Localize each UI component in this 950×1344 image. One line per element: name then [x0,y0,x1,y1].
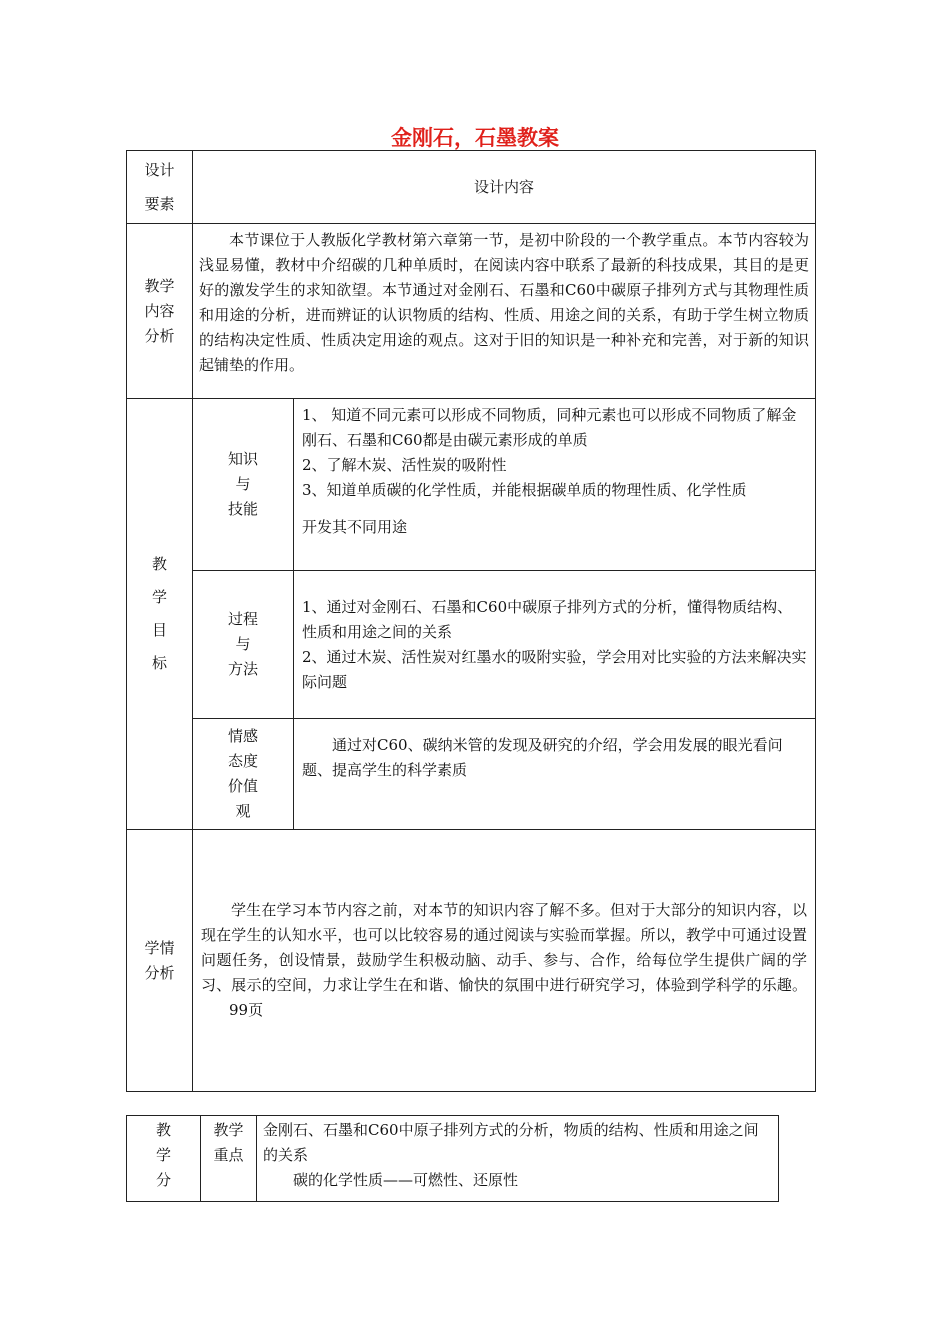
knowledge-content [294,399,816,571]
objectives-label [127,399,193,830]
knowledge-item: 1、 知道不同元素可以形成不同物质，同种元素也可以形成不同物质了解金刚石、石墨和C60都是由碳元素形成的单质 [302,406,797,449]
student-analysis-row [127,830,816,1092]
objectives-label-line: 标 [151,654,167,672]
process-item: 2、通过木炭、活性炭对红墨水的吸附实验，学会用对比实验的方法来解决实际问题 [302,647,807,691]
objectives-label-line: 学 [151,588,167,606]
key-points-label [201,1116,257,1202]
page-title: 金刚石，石墨教案 [391,126,559,150]
header-row [127,151,816,224]
process-item: 1、通过对金刚石、石墨和C60中碳原子排列方式的分析，懂得物质结构、性质和用途之间的关系 [302,597,793,641]
emotion-row [127,719,816,830]
knowledge-label [193,399,294,571]
process-label-line: 方法 [227,660,258,678]
emotion-label-line: 价值 [227,777,258,795]
key-points-label-line: 教学 [213,1121,244,1139]
emotion-label-line: 态度 [227,752,258,770]
key-points-label-line: 重点 [213,1146,244,1164]
student-analysis-label [127,830,193,1092]
key-point-line: 碳的化学性质——可燃性、还原性 [293,1171,519,1189]
content-analysis-text: 本节课位于人教版化学教材第六章第一节，是初中阶段的一个教学重点。本节内容较为浅显易懂，教材中介绍碳的几种单质时，在阅读内容中联系了最新的科技成果，其目的是更好的激发学生的求知欲望。本节通过对金刚石、石墨和C60中碳原子排列方式与其物理性质和用途的分析，进而辨证的认识物质的结构、性质、用途之间的关系，有助于学生树立物质的结构决定性质、性质决定用途的观点。这对于旧的知识是一种补充和完善，对于新的知识起铺垫的作用。 [193,224,816,399]
knowledge-item: 2、了解木炭、活性炭的吸附性 [302,456,507,474]
key-points-content [257,1116,779,1202]
lesson-plan-table [126,150,816,1092]
header-label-line1: 设计 [144,161,175,179]
knowledge-item: 3、知道单质碳的化学性质，并能根据碳单质的物理性质、化学性质 [302,481,747,499]
teaching-analysis-label [127,1116,201,1202]
page-reference: 99页 [229,1001,264,1019]
header-label-cell [127,151,193,224]
process-content [294,571,816,719]
student-analysis-label-line: 学情 [144,938,175,957]
key-point-line: 金刚石、石墨和C60中原子排列方式的分析，物质的结构、性质和用途之间的关系 [263,1121,759,1164]
content-analysis-label-line: 教学 [144,276,175,295]
process-label-line: 与 [235,635,251,653]
objectives-label-line: 教 [151,555,167,573]
knowledge-item: 开发其不同用途 [302,518,408,536]
knowledge-label-line: 技能 [227,500,258,518]
student-analysis-text: 学生在学习本节内容之前，对本节的知识内容了解不多。但对于大部分的知识内容，以现在学生的认知水平，也可以比较容易的通过阅读与实验而掌握。所以，教学中可通过设置问题任务，创设情景，鼓励学生积极动脑、动手、参与、合作，给每位学生提供广阔的学习、展示的空间，力求让学生在和谐、愉快的氛围中进行研究学习，体验到学科学的乐趣。 [201,901,808,994]
content-analysis-label-line: 分析 [144,326,175,345]
teaching-analysis-table [126,1115,779,1202]
content-analysis-label [127,224,193,399]
teaching-analysis-label-line: 分 [155,1171,171,1189]
key-points-row [127,1116,779,1202]
header-label-line2: 要素 [144,195,175,213]
emotion-label-line: 情感 [227,727,258,745]
student-analysis-paragraph [201,898,807,1023]
teaching-analysis-label-line: 教 [155,1121,171,1139]
emotion-content: 通过对C60、碳纳米管的发现及研究的介绍，学会用发展的眼光看问题、提高学生的科学素质 [294,719,816,830]
process-row [127,571,816,719]
emotion-label [193,719,294,830]
emotion-label-line: 观 [235,802,251,820]
knowledge-row [127,399,816,571]
process-label-line: 过程 [227,610,258,628]
content-analysis-row [127,224,816,399]
teaching-analysis-label-line: 学 [155,1146,171,1164]
knowledge-label-line: 知识 [227,450,258,468]
content-analysis-label-line: 内容 [144,301,175,320]
objectives-label-line: 目 [151,621,167,639]
student-analysis-content [193,830,816,1092]
header-content-cell: 设计内容 [193,151,816,224]
student-analysis-label-line: 分析 [144,963,175,982]
knowledge-label-line: 与 [235,475,251,493]
process-label [193,571,294,719]
